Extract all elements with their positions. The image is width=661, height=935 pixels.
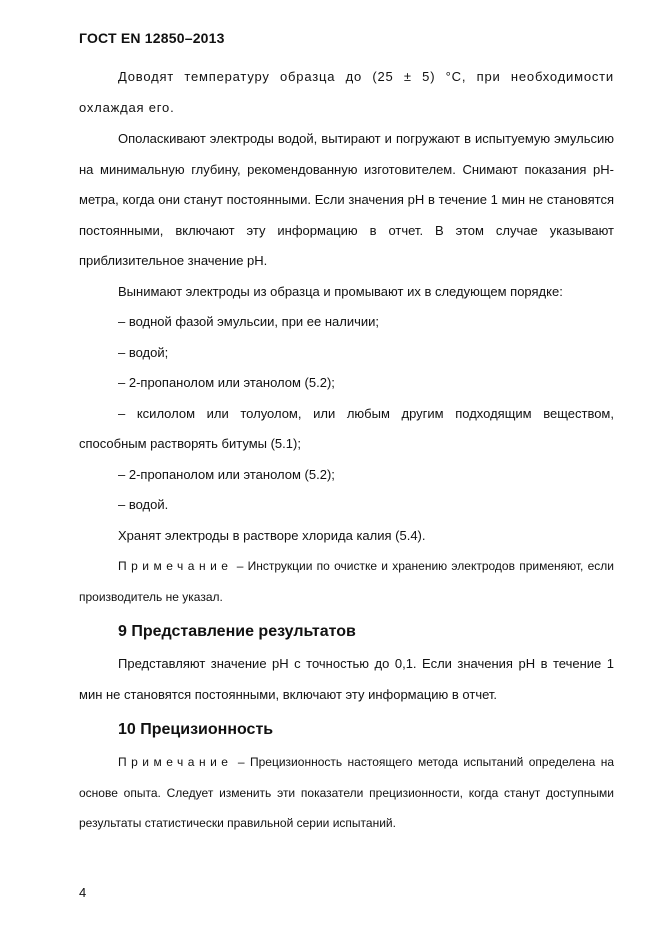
list-item: – 2-пропанолом или этанолом (5.2); [118,466,335,482]
note-cleaning [79,551,614,612]
note-text: – Прецизионность настоящего метода испытаний определена на основе опыта. Следует изменить эти показатели прецизионности, когда станут доступными результаты статистически правильной серии испытаний. [79,755,614,830]
list-item: – ксилолом или толуолом, или любым другим подходящим веществом, способным растворять битумы (5.1); [79,405,614,451]
note-text: – Инструкции по очистке и хранению электродов применяют, если производитель не указал. [79,559,614,604]
note-label: Примечание [118,755,233,769]
page-number: 4 [79,885,87,900]
list-item: – водой; [118,344,169,360]
section-10-heading: 10 Прецизионность [118,721,274,738]
note-label: Примечание [118,559,233,573]
list-item: – водной фазой эмульсии, при ее наличии; [118,314,380,329]
paragraph-temperature: Доводят температуру образца до (25 ± 5) °С, при необходимости охлаждая его. [79,69,614,115]
section-9-text: Представляют значение рН с точностью до 0,1. Если значения рН в течение 1 мин не становятся постоянными, включают эту информацию в отчет. [79,656,614,702]
paragraph-storage: Хранят электроды в растворе хлорида калия (5.4). [118,527,426,543]
document-body [79,62,614,839]
note-precision [79,747,614,839]
paragraph-rinse-electrodes: Ополаскивают электроды водой, вытирают и погружают в испытуемую эмульсию на минимальную глубину, рекомендованную изготовителем. Снимают показания рН-метра, когда они станут постоянными. Если значения рН в течение 1 мин не становятся постоянными, включают эту информацию в отчет. В этом случае указывают приблизительное значение рН. [79,131,614,268]
document-header: ГОСТ EN 12850–2013 [79,30,225,46]
paragraph-wash-order: Вынимают электроды из образца и промывают их в следующем порядке: [118,283,563,299]
list-item: – водой. [118,497,169,512]
list-item: – 2-пропанолом или этанолом (5.2); [118,375,335,390]
section-9-heading: 9 Представление результатов [118,623,356,640]
